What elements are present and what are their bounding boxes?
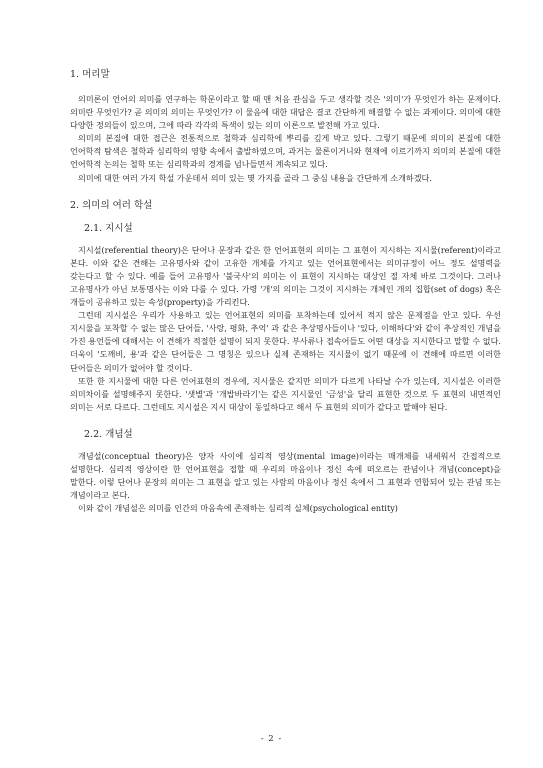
paragraph: 의미의 본질에 대한 접근은 전통적으로 철학과 심리학에 뿌리를 깊게 박고 있다. 그렇기 때문에 의미의 본질에 대한 언어학적 탐색은 철학과 심리학의 영향 속에서 출발하였으며, 과거는 물론이거니와 현재에 이르기까지 의미의 본질에 대한 언어학적 논의는 철학 또는 심리학과의 경계를 넘나들면서 계속되고 있다. bbox=[70, 133, 501, 170]
section-heading-introduction: 1. 머리말 bbox=[70, 69, 110, 80]
subsection-heading-referential: 2.1. 지시설 bbox=[84, 222, 133, 234]
paragraph: 개념설(conceptual theory)은 양자 사이에 심리적 영상(mental image)이라는 매개체를 내세워서 간접적으로 설명한다. 심리적 영상이란 한 언어표현을 접할 때 우리의 마음이나 정신 속에 떠오르는 관념이나 개념(concept)을 말한다. 이렇 단어나 문장의 의미는 그 표현을 알고 있는 사람의 마음이나 정신 속에서 그 표현과 연합되어 있는 관념 또는 개념이라고 본다. bbox=[70, 450, 501, 501]
paragraph: 의미론이 언어의 의미를 연구하는 학문이라고 할 때 맨 처음 관심을 두고 생각할 것은 '의미'가 무엇인가 하는 문제이다. 의미란 무엇인가? 곧 의미의 의미는 무엇인가? 이 물음에 대한 대답은 결코 간단하게 해결할 수 없는 과제이다. 의미에 대한 다양한 정의들이 있으며, 그에 따라 각각의 특색이 있는 의미 이론으로 발전해 가고 있다. bbox=[70, 94, 501, 131]
paragraph: 이와 같이 개념설은 의미를 인간의 마음속에 존재하는 심리적 실체(psychological entity) bbox=[78, 503, 398, 514]
section-heading-theories: 2. 의미의 여러 학설 bbox=[70, 199, 153, 211]
subsection-heading-conceptual: 2.2. 개념설 bbox=[84, 428, 133, 440]
paragraph: 의미에 대한 여러 가지 학설 가운데서 의미 있는 몇 가지를 골라 그 중심 내용을 간단하게 소개하겠다. bbox=[78, 172, 432, 183]
paragraph: 지시설(referential theory)은 단어나 문장과 같은 한 언어표현의 의미는 그 표현이 지시하는 지시물(referent)이라고 본다. 이와 같은 견해는 고유명사와 같이 고유한 개체를 가지고 있는 언어표현에서는 의미규정이 어느 정도 설명력을 갖는다고 할 수 있다. 예를 들어 고유명사 '불국사'의 의미는 이 표현이 지시하는 대상인 절 자체 바로 그것이다. 그러나 고유명사가 아닌 보통명사는 이와 다를 수 있다. 가령 '개'의 의미는 그것이 지시하는 개체인 개의 집합(set of dogs) 혹은 개들이 공유하고 있는 속성(property)을 가리킨다. bbox=[70, 244, 501, 308]
page-number: - 2 - bbox=[260, 734, 283, 744]
paragraph: 또한 한 지시물에 대한 다른 언어표현의 경우에, 지시물은 같지만 의미가 다르게 나타날 수가 있는데, 지시설은 이러한 의미차이를 설명해주지 못한다. '샛별'과 '개밥바라기'는 같은 지시물인 '금성'을 달리 표현한 것으로 두 표현의 내면적인 의미는 서로 다르다. 그런데도 지시설은 지시 대상이 동일하다고 해서 두 표현의 의미가 같다고 말해야 된다. bbox=[70, 375, 501, 412]
paragraph: 그런데 지시설은 우리가 사용하고 있는 언어표현의 의미를 포착하는데 있어서 적지 않은 문제점을 안고 있다. 우선 지시물을 포착할 수 없는 많은 단어들, '사랑, 평화, 추억' 과 같은 추상명사들이나 '있다, 이해하다'와 같이 추상적인 개념을 가진 용언들에 대해서는 이 견해가 적절한 설명이 되지 못한다. 부사류나 접속어들도 어떤 대상을 지시한다고 말할 수 없다. 더욱이 '도깨비, 용'과 같은 단어들은 그 명칭은 있으나 실제 존재하는 지시물이 없기 때문에 이 견해에 따르면 이러한 단어들은 의미가 없어야 할 것이다. bbox=[70, 310, 501, 373]
